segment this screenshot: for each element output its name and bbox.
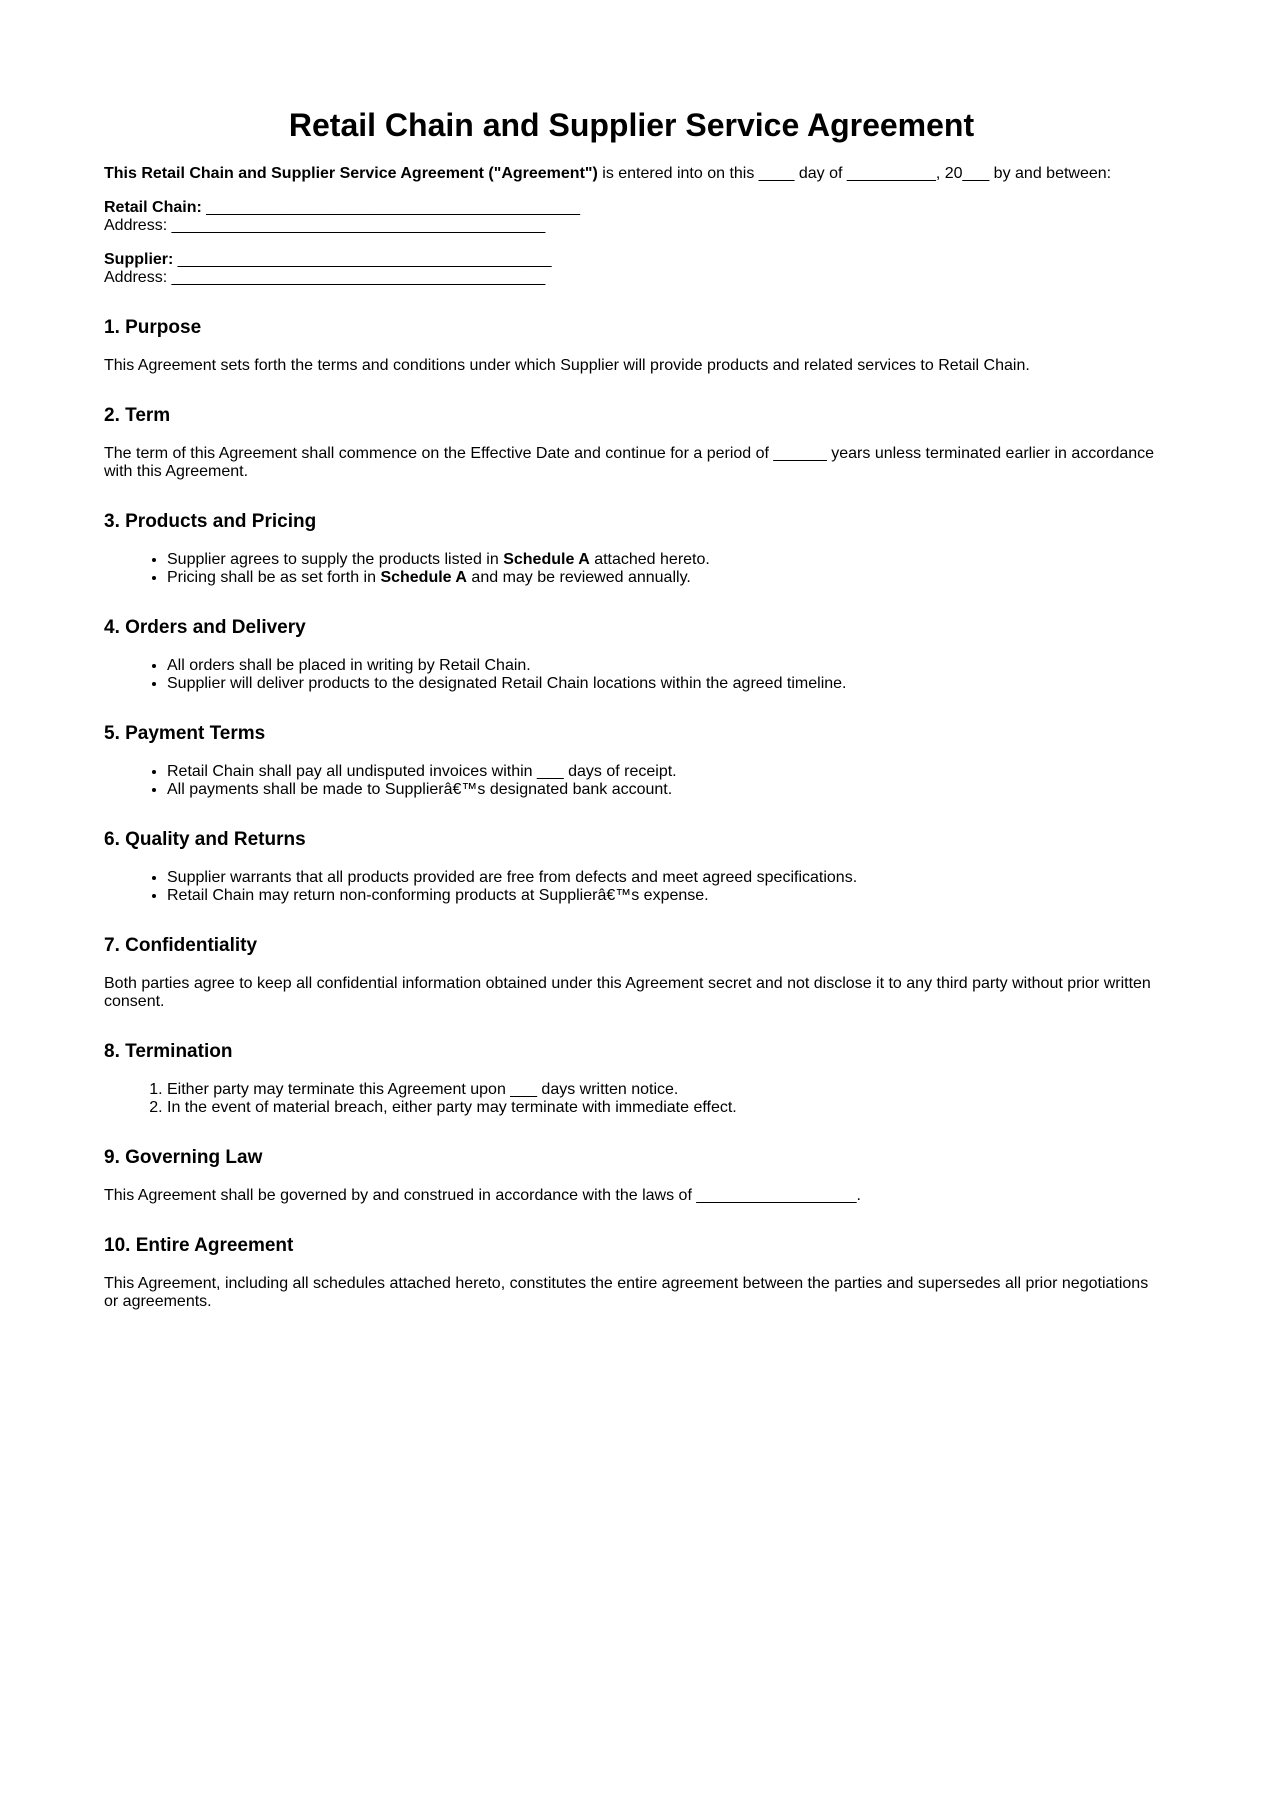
section-2-term-heading: 2. Term <box>104 405 171 426</box>
section-2-term-paragraph: The term of this Agreement shall commence on the Effective Date and continue for a period of ______ years unless terminated earlier in accordance with this Agreement. <box>104 445 1155 480</box>
numbered-item: 2. In the event of material breach, either party may terminate with immediate effect. <box>167 1099 1159 1117</box>
schedule-a-bold: Schedule A <box>380 569 467 586</box>
bullet-item <box>167 551 1159 569</box>
retail-chain-label: Retail Chain: <box>104 199 202 216</box>
bullet-item: • Retail Chain shall pay all undisputed invoices within ___ days of receipt. <box>167 763 1159 781</box>
bullet-text-post: attached hereto. <box>589 551 710 568</box>
section-7-confidentiality-heading: 7. Confidentiality <box>104 935 258 956</box>
bullet-item: • All orders shall be placed in writing by Retail Chain. <box>167 657 1159 675</box>
section-9-governing-law-heading: 9. Governing Law <box>104 1147 263 1168</box>
section-3-products-pricing-heading: 3. Products and Pricing <box>104 511 317 532</box>
section-1-purpose-paragraph: This Agreement sets forth the terms and conditions under which Supplier will provide products and related services to Retail Chain. <box>104 357 1030 374</box>
retail-chain-address-label: Address: <box>104 217 172 234</box>
section-4-bullet-list <box>104 657 1159 693</box>
supplier-address-label: Address: <box>104 269 172 286</box>
page-title: Retail Chain and Supplier Service Agreement <box>288 107 975 143</box>
section-10-entire-agreement-paragraph: This Agreement, including all schedules attached hereto, constitutes the entire agreement between the parties and supersedes all prior negotiations or agreements. <box>104 1275 1149 1310</box>
party-block-retail-chain <box>104 199 1159 235</box>
numbered-item: 1. Either party may terminate this Agreement upon ___ days written notice. <box>167 1081 1159 1099</box>
section-4-orders-delivery-heading: 4. Orders and Delivery <box>104 617 306 638</box>
section-6-quality-returns-heading: 6. Quality and Returns <box>104 829 306 850</box>
bullet-item: • All payments shall be made to Supplierâ€™s designated bank account. <box>167 781 1159 799</box>
bullet-item: • Supplier will deliver products to the designated Retail Chain locations within the agreed timeline. <box>167 675 1159 693</box>
retail-chain-address-blank: __________________________________________ <box>171 217 546 234</box>
bullet-item <box>167 569 1159 587</box>
section-6-bullet-list <box>104 869 1159 905</box>
retail-chain-name-blank: __________________________________________ <box>201 199 580 216</box>
party-block-supplier <box>104 251 1159 287</box>
section-8-numbered-list <box>104 1081 1159 1117</box>
intro-rest-text: is entered into on this ____ day of __________, 20___ by and between: <box>597 165 1112 182</box>
section-3-bullet-list <box>104 551 1159 587</box>
bullet-item: • Supplier warrants that all products provided are free from defects and meet agreed specifications. <box>167 869 1159 887</box>
supplier-label: Supplier: <box>104 251 174 268</box>
intro-bold-text: This Retail Chain and Supplier Service Agreement ("Agreement") <box>104 165 598 182</box>
bullet-text-post: and may be reviewed annually. <box>466 569 691 586</box>
section-10-entire-agreement-heading: 10. Entire Agreement <box>104 1235 294 1256</box>
bullet-item: • Retail Chain may return non-conforming products at Supplierâ€™s expense. <box>167 887 1159 905</box>
section-5-bullet-list <box>104 763 1159 799</box>
intro-paragraph <box>104 165 1159 183</box>
bullet-text-pre: Pricing shall be as set forth in <box>167 569 381 586</box>
section-5-payment-terms-heading: 5. Payment Terms <box>104 723 266 744</box>
section-7-confidentiality-paragraph: Both parties agree to keep all confidential information obtained under this Agreement secret and not disclose it to any third party without prior written consent. <box>104 975 1151 1010</box>
section-9-governing-law-paragraph: This Agreement shall be governed by and construed in accordance with the laws of __________________. <box>104 1187 861 1204</box>
bullet-text-pre: Supplier agrees to supply the products listed in <box>167 551 504 568</box>
supplier-address-blank: __________________________________________ <box>171 269 546 286</box>
supplier-name-blank: __________________________________________ <box>173 251 552 268</box>
section-1-purpose-heading: 1. Purpose <box>104 317 202 338</box>
section-8-termination-heading: 8. Termination <box>104 1041 233 1062</box>
schedule-a-bold: Schedule A <box>503 551 590 568</box>
